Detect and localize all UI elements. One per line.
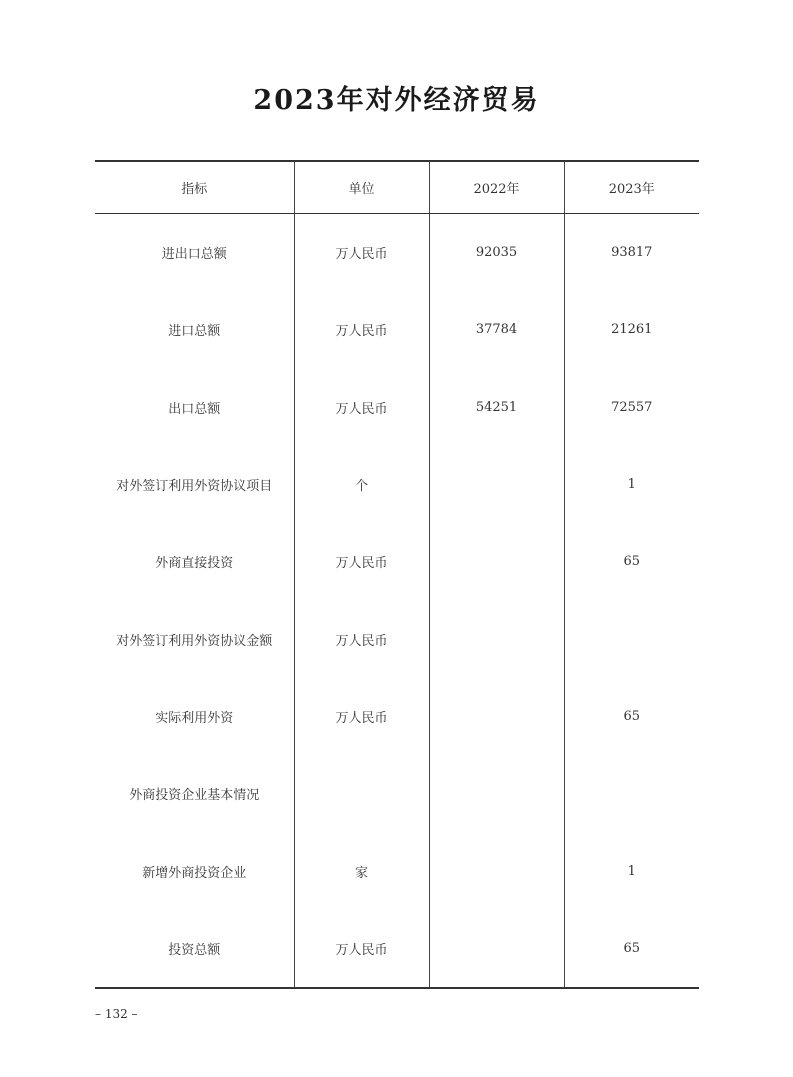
cell-unit: 万人民币 bbox=[294, 214, 429, 292]
cell-indicator: 新增外商投资企业 bbox=[142, 865, 247, 881]
header-2022: 2022年 bbox=[429, 161, 564, 214]
table-row bbox=[95, 755, 699, 832]
table-row bbox=[95, 910, 699, 988]
table-header bbox=[95, 161, 699, 214]
cell-unit: 个 bbox=[294, 446, 429, 523]
trade-table bbox=[95, 160, 699, 989]
cell-2022 bbox=[429, 755, 564, 832]
cell-2022 bbox=[429, 832, 564, 909]
cell-2023: 21261 bbox=[564, 291, 699, 368]
cell-2022: 92035 bbox=[429, 214, 564, 292]
cell-indicator: 出口总额 bbox=[168, 401, 221, 417]
cell-2023: 65 bbox=[564, 678, 699, 755]
cell-unit: 万人民币 bbox=[294, 910, 429, 988]
cell-unit: 万人民币 bbox=[294, 523, 429, 600]
cell-unit: 万人民币 bbox=[294, 600, 429, 677]
trade-table-container bbox=[95, 160, 699, 989]
page-title: 2023年对外经济贸易 bbox=[253, 85, 540, 116]
cell-2022 bbox=[429, 910, 564, 988]
cell-2022 bbox=[429, 678, 564, 755]
cell-2023: 1 bbox=[564, 446, 699, 523]
cell-indicator: 实际利用外资 bbox=[155, 710, 234, 726]
table-row bbox=[95, 214, 699, 292]
cell-2022: 54251 bbox=[429, 369, 564, 446]
table-row bbox=[95, 600, 699, 677]
cell-2022: 37784 bbox=[429, 291, 564, 368]
cell-unit: 家 bbox=[294, 832, 429, 909]
cell-2023 bbox=[564, 755, 699, 832]
cell-indicator: 进出口总额 bbox=[161, 247, 227, 263]
cell-indicator: 外商直接投资 bbox=[155, 556, 234, 572]
page-number: – 132 – bbox=[95, 1007, 138, 1021]
header-indicator: 指标 bbox=[95, 161, 294, 214]
table-row bbox=[95, 446, 699, 523]
cell-2023: 65 bbox=[564, 910, 699, 988]
table-row bbox=[95, 523, 699, 600]
cell-unit bbox=[294, 755, 429, 832]
header-row bbox=[95, 161, 699, 214]
cell-2022 bbox=[429, 446, 564, 523]
cell-2022 bbox=[429, 600, 564, 677]
table-row bbox=[95, 678, 699, 755]
cell-2023: 1 bbox=[564, 832, 699, 909]
cell-2023: 72557 bbox=[564, 369, 699, 446]
cell-indicator: 投资总额 bbox=[168, 942, 221, 958]
cell-unit: 万人民币 bbox=[294, 291, 429, 368]
cell-2022 bbox=[429, 523, 564, 600]
cell-unit: 万人民币 bbox=[294, 369, 429, 446]
cell-unit: 万人民币 bbox=[294, 678, 429, 755]
table-body bbox=[95, 214, 699, 988]
cell-indicator: 外商投资企业基本情况 bbox=[129, 788, 260, 804]
cell-2023: 65 bbox=[564, 523, 699, 600]
table-row bbox=[95, 832, 699, 909]
table-row bbox=[95, 369, 699, 446]
table-row bbox=[95, 291, 699, 368]
header-2023: 2023年 bbox=[564, 161, 699, 214]
cell-indicator: 对外签订利用外资协议项目 bbox=[116, 479, 273, 495]
cell-indicator: 进口总额 bbox=[168, 324, 221, 340]
cell-indicator: 对外签订利用外资协议金额 bbox=[116, 633, 273, 649]
cell-2023: 93817 bbox=[564, 214, 699, 292]
cell-2023 bbox=[564, 600, 699, 677]
header-unit: 单位 bbox=[294, 161, 429, 214]
